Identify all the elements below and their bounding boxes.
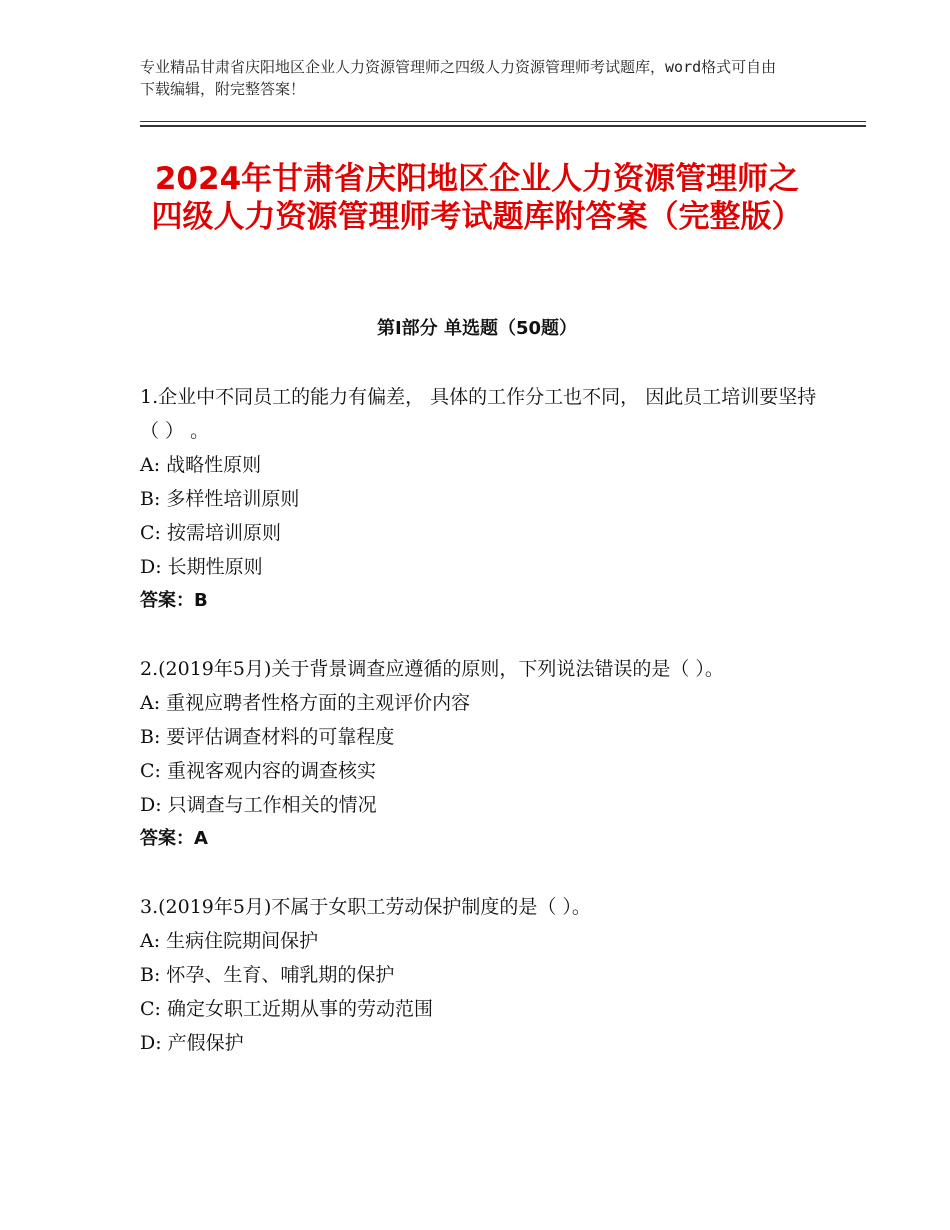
answer: 答案：B	[140, 590, 208, 611]
option-c: C: 确定女职工近期从事的劳动范围	[140, 998, 433, 1020]
question-stem: 1.企业中不同员工的能力有偏差， 具体的工作分工也不同， 因此员工培训要坚持（ ） 。	[140, 386, 817, 442]
question-3	[140, 890, 820, 1060]
option-a: A: 生病住院期间保护	[140, 930, 319, 952]
header-note: 专业精品甘肃省庆阳地区企业人力资源管理师之四级人力资源管理师考试题库，word格式可自由下载编辑，附完整答案！	[140, 58, 777, 98]
option-b: B: 要评估调查材料的可靠程度	[140, 726, 395, 748]
question-stem: 2.(2019年5月)关于背景调查应遵循的原则，下列说法错误的是（ ）。	[140, 658, 724, 680]
document-title: 2024年甘肃省庆阳地区企业人力资源管理师之四级人力资源管理师考试题库附答案（完整版）	[151, 161, 803, 235]
header-rule-thin	[140, 121, 866, 122]
section-title: 第Ⅰ部分 单选题（50题）	[376, 318, 577, 339]
option-d: D: 只调查与工作相关的情况	[140, 794, 377, 816]
option-a: A: 重视应聘者性格方面的主观评价内容	[140, 692, 471, 714]
option-a: A: 战略性原则	[140, 454, 262, 476]
option-d: D: 产假保护	[140, 1032, 244, 1054]
question-1	[140, 380, 820, 618]
question-2	[140, 652, 820, 856]
option-c: C: 重视客观内容的调查核实	[140, 760, 376, 782]
answer: 答案：A	[140, 828, 208, 849]
question-list	[140, 380, 820, 1094]
option-b: B: 多样性培训原则	[140, 488, 300, 510]
option-c: C: 按需培训原则	[140, 522, 281, 544]
header-rule-thick	[140, 125, 866, 127]
question-stem: 3.(2019年5月)不属于女职工劳动保护制度的是（ ）。	[140, 896, 591, 918]
option-b: B: 怀孕、生育、哺乳期的保护	[140, 964, 395, 986]
option-d: D: 长期性原则	[140, 556, 263, 578]
